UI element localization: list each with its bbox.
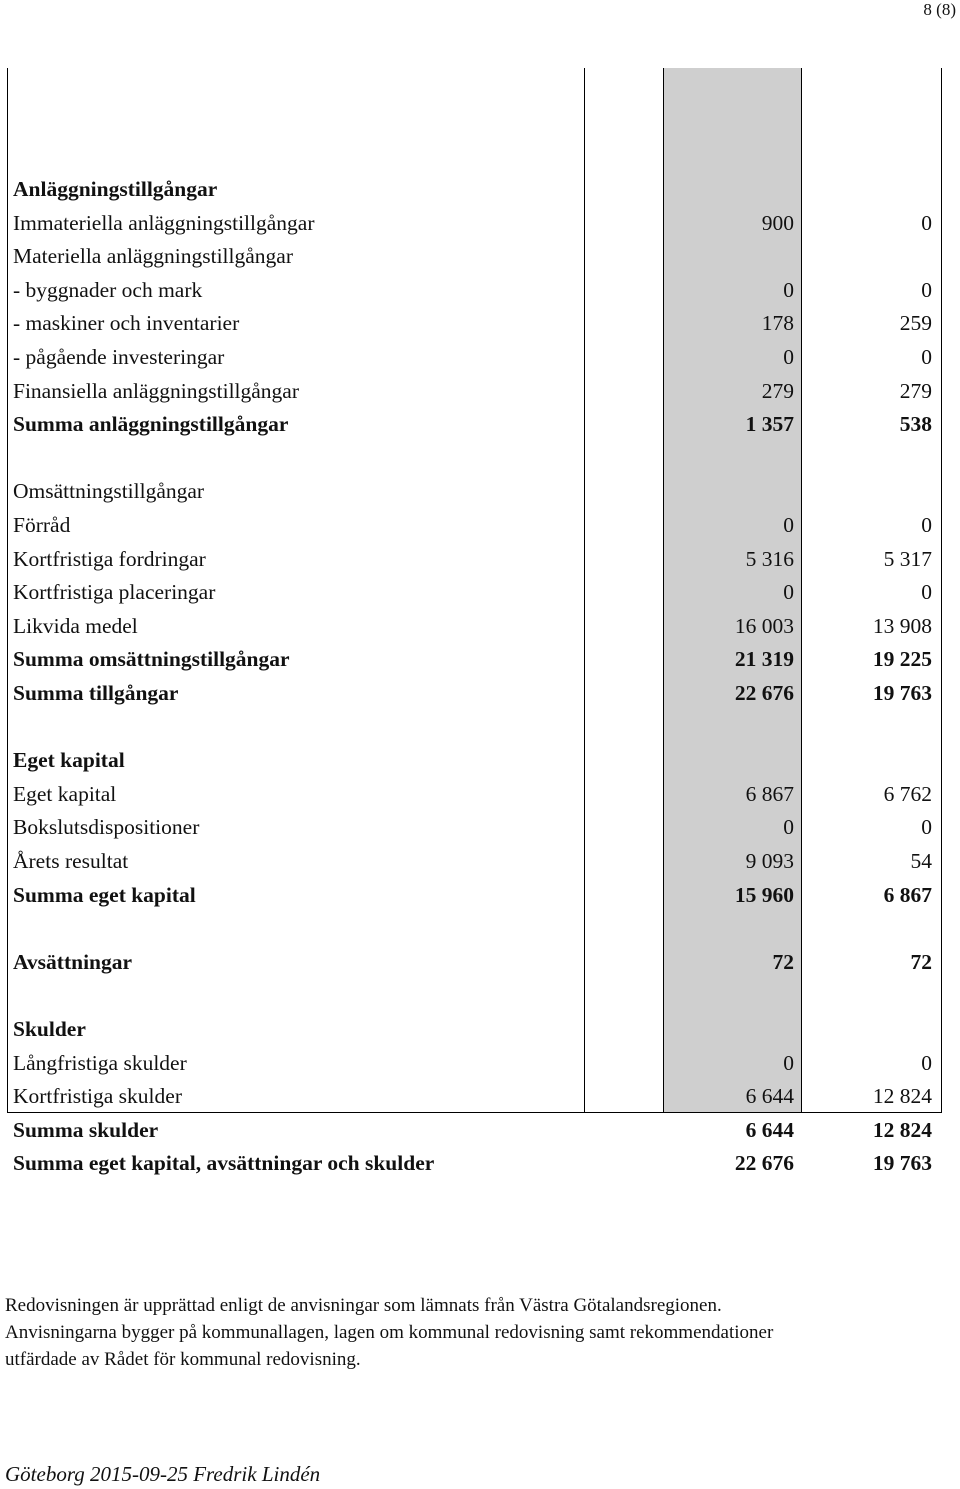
row-label: Summa anläggningstillgångar — [13, 412, 289, 437]
row-value-current: 178 — [761, 311, 794, 336]
row-value-previous: 0 — [921, 345, 932, 369]
accounting-note — [5, 1292, 960, 1373]
row-label: Summa omsättningstillgångar — [13, 647, 290, 672]
row-label: - pågående investeringar — [13, 345, 225, 369]
row-value-previous: 72 — [910, 949, 932, 974]
row-value-current: 16 003 — [734, 613, 794, 638]
table-row — [7, 307, 942, 340]
row-value-current: 1 357 — [745, 412, 794, 437]
table-row — [7, 1047, 942, 1080]
table-row — [7, 509, 942, 542]
table-row — [7, 1080, 942, 1113]
table-row — [7, 744, 942, 777]
row-label: Långfristiga skulder — [13, 1050, 187, 1075]
row-label: Summa eget kapital — [13, 882, 196, 907]
table-row — [7, 240, 942, 273]
table-row — [7, 173, 942, 206]
signature-line: Göteborg 2015-09-25 Fredrik Lindén — [5, 1462, 321, 1486]
table-row — [7, 677, 942, 710]
table-row — [7, 475, 942, 508]
table-row — [7, 778, 942, 811]
row-value-previous: 6 762 — [883, 781, 932, 806]
row-label: Kortfristiga skulder — [13, 1084, 182, 1109]
row-value-current: 6 867 — [745, 781, 794, 806]
table-row — [7, 543, 942, 576]
table-row — [7, 643, 942, 676]
row-label: Kortfristiga placeringar — [13, 580, 216, 605]
row-value-previous: 19 225 — [872, 647, 932, 672]
row-label: Eget kapital — [13, 748, 125, 773]
table-row — [7, 879, 942, 912]
table-row — [7, 610, 942, 643]
row-value-current: 0 — [783, 1050, 794, 1075]
row-value-previous: 279 — [899, 378, 932, 403]
row-label: Avsättningar — [13, 949, 133, 974]
table-row — [7, 442, 942, 475]
table-row — [7, 375, 942, 408]
table-row — [7, 1013, 942, 1046]
row-value-current: 6 644 — [745, 1117, 794, 1142]
row-value-current: 72 — [772, 949, 794, 974]
page-number: 8 (8) — [923, 0, 956, 19]
row-value-previous: 19 763 — [872, 681, 932, 705]
row-label: Eget kapital — [13, 781, 117, 806]
balance-sheet-table — [7, 68, 942, 1176]
table-row — [7, 408, 942, 441]
row-value-current: 22 676 — [734, 1151, 794, 1176]
row-label: Kortfristiga fordringar — [13, 546, 206, 571]
row-value-current: 0 — [783, 277, 794, 302]
row-value-previous: 0 — [921, 513, 932, 537]
row-value-current: 9 093 — [745, 849, 794, 873]
table-row — [7, 946, 942, 979]
table-row — [7, 576, 942, 609]
row-value-current: 21 319 — [734, 647, 794, 672]
row-value-current: 15 960 — [734, 882, 794, 907]
row-label: - maskiner och inventarier — [13, 311, 240, 336]
table-row — [7, 1114, 942, 1147]
row-label: Materiella anläggningstillgångar — [13, 244, 294, 269]
row-label: Likvida medel — [13, 613, 138, 638]
note-line-3: utfärdade av Rådet för kommunal redovisning. — [5, 1349, 361, 1370]
row-value-current: 6 644 — [745, 1084, 794, 1109]
row-value-previous: 0 — [921, 1050, 932, 1075]
row-value-previous: 0 — [921, 277, 932, 302]
table-row — [7, 274, 942, 307]
row-value-current: 5 316 — [745, 546, 794, 571]
row-label: Årets resultat — [13, 849, 129, 873]
table-row — [7, 845, 942, 878]
table-row — [7, 207, 942, 240]
row-value-previous: 6 867 — [883, 882, 932, 907]
table-row — [7, 811, 942, 844]
row-value-previous: 259 — [899, 311, 932, 336]
row-label: Summa eget kapital, avsättningar och skulder — [13, 1151, 435, 1176]
row-value-previous: 0 — [921, 580, 932, 605]
row-label: Skulder — [13, 1017, 86, 1041]
row-value-previous: 12 824 — [872, 1117, 932, 1142]
row-value-previous: 19 763 — [872, 1151, 932, 1176]
row-value-previous: 0 — [921, 210, 932, 235]
row-value-previous: 0 — [921, 815, 932, 840]
row-value-previous: 538 — [899, 412, 932, 437]
row-value-current: 0 — [783, 580, 794, 605]
row-value-current: 0 — [783, 513, 794, 537]
row-label: Bokslutsdispositioner — [13, 815, 200, 840]
note-line-1: Redovisningen är upprättad enligt de anvisningar som lämnats från Västra Götalandsregionen. — [5, 1295, 722, 1316]
table-row — [7, 912, 942, 945]
row-value-previous: 12 824 — [872, 1084, 932, 1109]
row-value-current: 22 676 — [734, 681, 794, 705]
row-value-previous: 5 317 — [883, 546, 932, 571]
row-label: Förråd — [13, 513, 71, 537]
row-value-previous: 13 908 — [872, 613, 932, 638]
table-row — [7, 1147, 942, 1180]
row-label: Omsättningstillgångar — [13, 479, 205, 504]
table-row — [7, 711, 942, 744]
note-line-2: Anvisningarna bygger på kommunallagen, lagen om kommunal redovisning samt rekommendationer — [5, 1322, 774, 1343]
row-value-current: 0 — [783, 815, 794, 840]
table-row — [7, 341, 942, 374]
row-label: Anläggningstillgångar — [13, 177, 218, 201]
row-label: Finansiella anläggningstillgångar — [13, 378, 300, 403]
table-row — [7, 979, 942, 1012]
row-value-current: 0 — [783, 345, 794, 369]
row-label: Summa tillgångar — [13, 681, 179, 705]
row-value-current: 279 — [761, 378, 794, 403]
row-value-previous: 54 — [910, 849, 932, 873]
row-label: Immateriella anläggningstillgångar — [13, 210, 315, 235]
row-label: Summa skulder — [13, 1117, 159, 1142]
row-label: - byggnader och mark — [13, 277, 203, 302]
row-value-current: 900 — [761, 210, 794, 235]
